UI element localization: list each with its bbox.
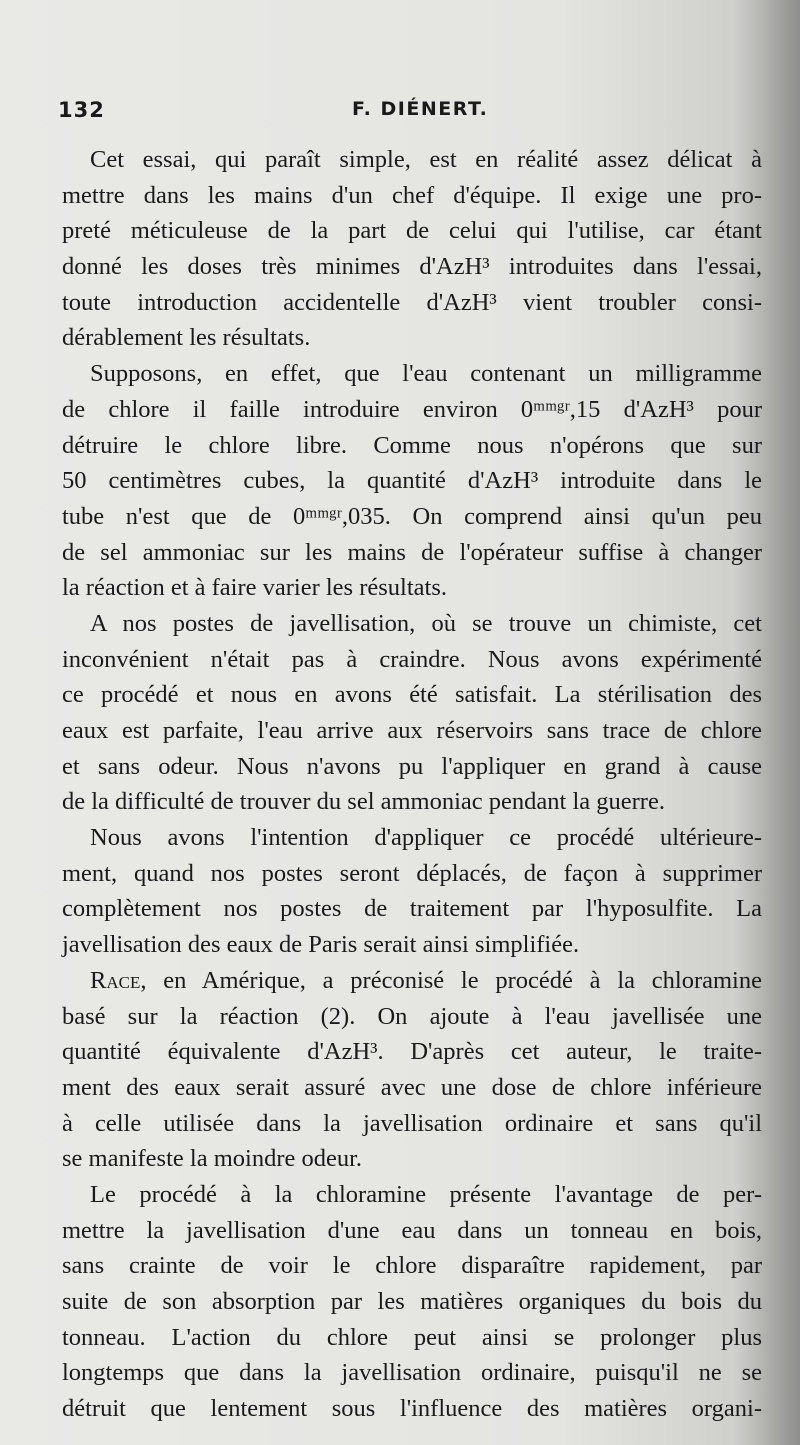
text-line: détruire le chlore libre. Comme nous n'opérons que sur [62, 431, 762, 459]
paragraph [62, 963, 762, 1177]
text-line: Nous avons l'intention d'appliquer ce procédé ultérieure- [90, 824, 762, 852]
text-line: suite de son absorption par les matières organiques du bois du [62, 1288, 762, 1315]
text-line: Cet essai, qui paraît simple, est en réalité assez délicat à [90, 146, 762, 173]
text-line: ment des eaux serait assuré avec une dose de chlore inférieure [62, 1073, 762, 1101]
text-line [62, 963, 762, 999]
text-line: Supposons, en effet, que l'eau contenant un milligramme [90, 360, 762, 388]
page-header [58, 98, 758, 132]
text-fragment: , en Amérique, a préconisé le procédé à la chloramine [140, 966, 762, 994]
text-line: A nos postes de javellisation, où se trouve un chimiste, cet [90, 609, 762, 637]
paragraph [62, 356, 762, 606]
text-line: donné les doses très minimes d'AzH³ introduites dans l'essai, [62, 253, 762, 281]
text-line: quantité équivalente d'AzH³. D'après cet auteur, le traite- [62, 1038, 762, 1066]
text-line: eaux est parfaite, l'eau arrive aux réservoirs sans trace de chlore [62, 717, 762, 744]
text-line: ment, quand nos postes seront déplacés, de façon à supprimer [62, 859, 762, 887]
paragraph [62, 142, 762, 356]
text-line: de sel ammoniac sur les mains de l'opérateur suffise à changer [62, 538, 762, 566]
author-name: Race [90, 966, 141, 994]
text-line: se manifeste la moindre odeur. [62, 1145, 363, 1173]
text-line: mettre la javellisation d'une eau dans un tonneau en bois, [62, 1216, 762, 1244]
text-line: et sans odeur. Nous n'avons pu l'appliquer en grand à cause [62, 752, 762, 780]
text-line: de chlore il faille introduire environ 0ᵐᵐᵍʳ,15 d'AzH³ pour [62, 395, 762, 423]
text-line: mettre dans les mains d'un chef d'équipe. Il exige une pro- [62, 181, 762, 209]
paragraph [62, 1177, 762, 1427]
text-line: preté méticuleuse de la part de celui qui l'utilise, car étant [62, 217, 762, 245]
text-line: inconvénient n'était pas à craindre. Nous avons expérimenté [62, 645, 762, 673]
text-line: tube n'est que de 0ᵐᵐᵍʳ,035. On comprend ainsi qu'un peu [62, 502, 762, 530]
paragraph [62, 820, 762, 963]
text-line: longtemps que dans la javellisation ordinaire, puisqu'il ne se [62, 1359, 762, 1387]
text-line: javellisation des eaux de Paris serait ainsi simplifiée. [62, 931, 580, 959]
text-line: la réaction et à faire varier les résultats. [62, 574, 447, 602]
text-line: basé sur la réaction (2). On ajoute à l'eau javellisée une [62, 1002, 762, 1030]
text-line: sans crainte de voir le chlore disparaître rapidement, par [62, 1252, 762, 1280]
running-title: F. DIÉNERT. [352, 98, 489, 120]
text-line: toute introduction accidentelle d'AzH³ vient troubler consi- [62, 288, 762, 316]
body-text [62, 142, 762, 1427]
text-line: de la difficulté de trouver du sel ammoniac pendant la guerre. [62, 788, 665, 816]
text-line: dérablement les résultats. [62, 324, 311, 352]
page-number: 132 [58, 98, 105, 122]
text-line: complètement nos postes de traitement par l'hyposulfite. La [62, 895, 762, 923]
text-line: ce procédé et nous en avons été satisfait. La stérilisation des [62, 681, 762, 709]
text-line: 50 centimètres cubes, la quantité d'AzH³ introduite dans le [62, 467, 762, 495]
text-line: à celle utilisée dans la javellisation ordinaire et sans qu'il [62, 1109, 762, 1137]
text-line: Le procédé à la chloramine présente l'avantage de per- [90, 1180, 762, 1208]
paragraph [62, 606, 762, 820]
text-line: détruit que lentement sous l'influence des matières organi- [62, 1395, 762, 1423]
text-line: tonneau. L'action du chlore peut ainsi se prolonger plus [62, 1323, 762, 1351]
